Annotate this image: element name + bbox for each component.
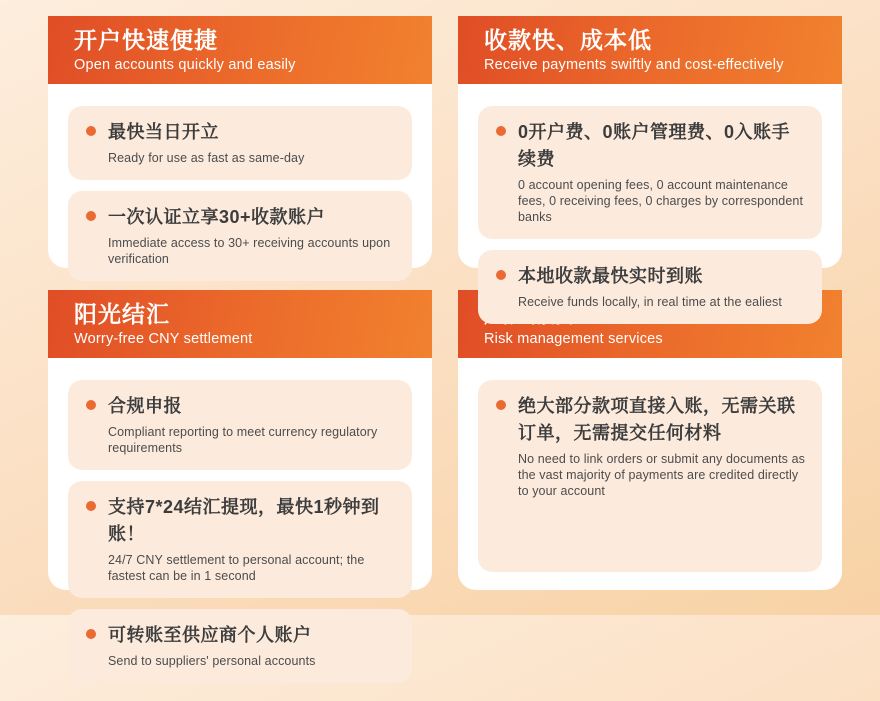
bullet-dot-icon	[86, 400, 96, 410]
feature-local-realtime	[478, 250, 822, 324]
card-risk-management-body	[458, 358, 842, 590]
feature-subtitle: 0 account opening fees, 0 account maintenance fees, 0 receiving fees, 0 charges by correspondent banks	[518, 178, 804, 224]
card-title-en: Receive payments swiftly and cost-effectively	[484, 57, 784, 73]
feature-title: 一次认证立享30+收款账户	[108, 207, 326, 227]
card-title-en: Open accounts quickly and easily	[74, 57, 296, 73]
feature-subtitle: Send to suppliers' personal accounts	[108, 654, 316, 668]
feature-30plus-accounts	[68, 191, 412, 281]
card-title-zh: 开户快速便捷	[74, 27, 218, 53]
feature-subtitle: Immediate access to 30+ receiving accounts upon verification	[108, 236, 391, 266]
feature-title: 最快当日开立	[108, 122, 219, 142]
feature-subtitle: Ready for use as fast as same-day	[108, 151, 305, 165]
feature-title: 合规申报	[108, 396, 182, 416]
feature-zero-fees	[478, 106, 822, 239]
card-cny-settlement-header	[48, 290, 432, 358]
card-cny-settlement	[48, 290, 432, 668]
feature-same-day-opening	[68, 106, 412, 180]
card-cny-settlement-body	[48, 358, 432, 701]
bullet-dot-icon	[86, 211, 96, 221]
card-receive-payments-body	[458, 84, 842, 342]
card-open-accounts-body	[48, 84, 432, 299]
card-open-accounts-header	[48, 16, 432, 84]
bullet-dot-icon	[86, 629, 96, 639]
bullet-dot-icon	[86, 126, 96, 136]
bullet-dot-icon	[86, 501, 96, 511]
feature-subtitle: 24/7 CNY settlement to personal account; the fastest can be in 1 second	[108, 553, 365, 583]
feature-subtitle: Receive funds locally, in real time at the ealiest	[518, 295, 782, 309]
feature-title: 本地收款最快实时到账	[518, 266, 703, 286]
card-title-en: Risk management services	[484, 331, 663, 347]
feature-compliant-reporting	[68, 380, 412, 470]
feature-title: 0开户费、0账户管理费、0入账手续费	[518, 122, 791, 169]
feature-supplier-transfer	[68, 609, 412, 683]
card-receive-payments	[458, 16, 842, 309]
bullet-dot-icon	[496, 400, 506, 410]
feature-title: 绝大部分款项直接入账，无需关联订单，无需提交任何材料	[518, 396, 796, 443]
feature-title: 支持7*24结汇提现，最快1秒钟到账！	[108, 497, 380, 544]
card-title-zh: 阳光结汇	[74, 301, 170, 327]
feature-title: 可转账至供应商个人账户	[108, 625, 312, 645]
bullet-dot-icon	[496, 126, 506, 136]
feature-subtitle: No need to link orders or submit any documents as the vast majority of payments are credited directly to your account	[518, 452, 805, 498]
card-title-en: Worry-free CNY settlement	[74, 331, 253, 347]
card-receive-payments-header	[458, 16, 842, 84]
feature-724-settlement	[68, 481, 412, 598]
card-title-zh: 收款快、成本低	[484, 27, 652, 53]
bullet-dot-icon	[496, 270, 506, 280]
feature-subtitle: Compliant reporting to meet currency regulatory requirements	[108, 425, 378, 455]
feature-direct-credit	[478, 380, 822, 572]
card-open-accounts	[48, 16, 432, 268]
card-risk-management	[458, 290, 842, 590]
